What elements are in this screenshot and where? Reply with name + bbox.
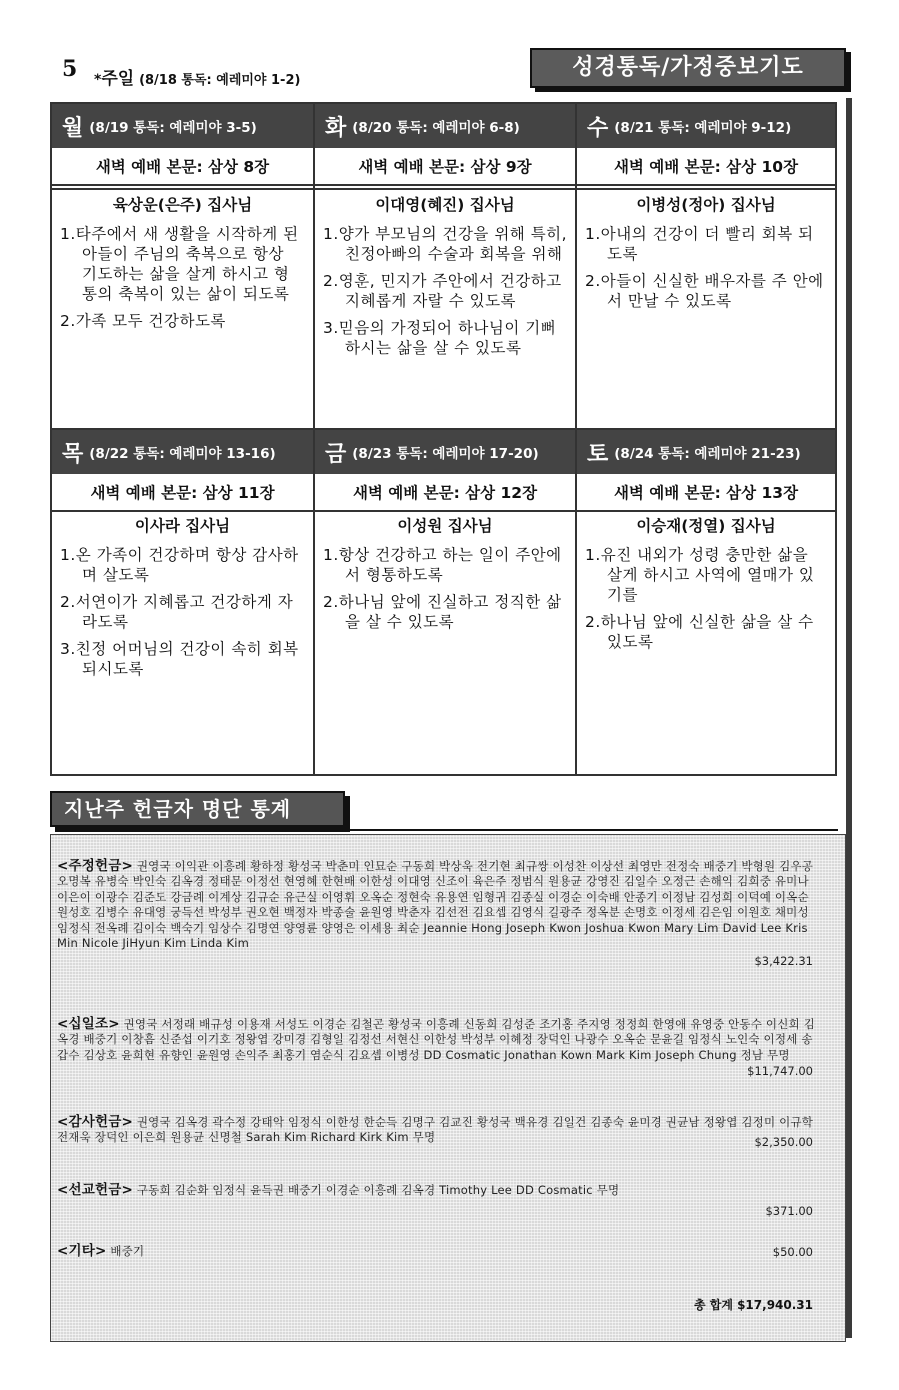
column-divider [575,104,577,774]
day-reading: (8/19 통독: 예레미야 3-5) [89,120,257,136]
deacon-name: 이사라 집사님 [134,517,231,535]
offering-amount: $50.00 [772,1245,813,1259]
service-text: 새벽 예배 본문: 삼상 8장 [52,148,313,186]
offering-label: <선교헌금> [57,1182,133,1198]
offering-amount: $2,350.00 [754,1135,813,1149]
sunday-marker: * [94,72,102,88]
sunday-reading [94,64,300,89]
prayer-item: 1.아내의 건강이 더 빨리 회복 되도록 [585,225,814,263]
prayer-item: 2.가족 모두 건강하도록 [60,312,226,330]
prayer-item: 1.온 가족이 건강하며 항상 감사하며 살도록 [60,546,299,584]
day-name: 화 [325,115,347,141]
prayer-list [585,545,827,659]
prayer-list [585,224,827,318]
day-header-thu [52,430,313,474]
column-divider [313,104,315,774]
prayer-item: 3.믿음의 가정되어 하나님이 기뻐하시는 삶을 살 수 있도록 [323,319,557,357]
deacon-name: 이병성(정아) 집사님 [636,196,776,214]
day-name: 금 [325,441,347,467]
prayer-item: 2.영훈, 민지가 주안에서 건강하고 지혜롭게 자랄 수 있도록 [323,272,562,310]
offering-box [50,834,846,1342]
prayer-item: 3.친정 어머님의 건강이 속히 회복되시도록 [60,640,299,678]
right-border-bar [846,98,852,1338]
service-text: 새벽 예배 본문: 삼상 12장 [315,474,575,512]
prayer-item: 1.항상 건강하고 하는 일이 주안에서 형통하도록 [323,546,562,584]
deacon-name: 이대영(혜진) 집사님 [375,196,515,214]
offering-names: 구동희 김순화 임정식 윤득권 배중기 이경순 이흥례 김옥경 Timothy Lee DD Cosmatic 무명 [136,1183,620,1197]
prayer-item: 2.하나님 앞에 신실한 삶을 살 수 있도록 [585,613,814,651]
day-reading: (8/22 통독: 예레미야 13-16) [89,446,276,462]
prayer-item: 2.아들이 신실한 배우자를 주 안에서 만날 수 있도록 [585,272,824,310]
service-text: 새벽 예배 본문: 삼상 13장 [577,474,835,512]
offering-entry-weekly [57,859,817,951]
prayer-item: 1.유진 내외가 성령 충만한 삶을 살게 하시고 사역에 열매가 있기를 [585,546,815,604]
prayer-item: 2.서연이가 지혜롭고 건강하게 자라도록 [60,593,294,631]
offering-names: 권영국 김옥경 곽수정 강태악 임정식 이한성 한순득 김명구 김교진 황성국 백유경 김일건 김종숙 윤미경 권균남 정왕엽 김정미 이규학 전재욱 장덕인 이은희 원용균 신명철 Sarah Kim Richard Kirk Kim 무명 [57,1115,814,1145]
offering-title-rule [345,829,838,831]
deacon-name: 이승재(정열) 집사님 [636,517,776,535]
service-divider [52,188,835,190]
offering-amount: $11,747.00 [747,1064,813,1078]
offering-section-title: 지난주 헌금자 명단 통계 [50,791,345,827]
day-name: 월 [62,115,84,141]
day-name: 수 [587,115,609,141]
day-reading: (8/24 통독: 예레미야 21-23) [614,446,801,462]
offering-names: 권영국 서정래 배규성 이용재 서성도 이경순 김철곤 황성국 이흥례 신동희 김성준 조기홍 주지영 정정희 한영애 유영중 안동수 이신희 김옥경 배중기 이창흠 신준섭 이기호 정왕엽 강미경 김형일 김정선 서현신 이한성 박성부 이혜정 장덕인 나광수 오옥순 문윤길 임정식 노인숙 이정세 송갑수 김상호 윤희현 유향인 윤원영 손익주 최홍기 염순식 김요셉 이병성 DD Cosmatic Jonathan Kown Mark Kim Joseph Chung 정남 무명 [57,1017,815,1062]
offering-names: 배중기 [110,1244,145,1258]
prayer-list [60,224,300,338]
offering-label: <감사헌금> [57,1114,133,1130]
prayer-grid [50,102,837,776]
day-name: 토 [587,441,609,467]
prayer-list [323,545,569,639]
offering-label: <주정헌금> [57,858,133,874]
offering-entry-mission [57,1183,737,1198]
offering-entry-tithe [57,1017,817,1063]
sunday-label: 주일 [101,69,135,89]
day-header-mon [52,104,313,148]
day-header-sat [577,430,835,474]
prayer-item: 1.타주에서 새 생활을 시작하게 된 아들이 주님의 축복으로 항상 기도하는 삶을 살게 하시고 형통의 축복이 있는 삶이 되도록 [60,225,299,303]
prayer-list [323,224,569,365]
day-header-tue [315,104,575,148]
day-reading: (8/20 통독: 예레미야 6-8) [352,120,520,136]
service-text: 새벽 예배 본문: 삼상 10장 [577,148,835,186]
offering-total: 총 합계 $17,940.31 [693,1298,813,1312]
offering-label: <기타> [57,1243,107,1259]
sunday-reading-text: (8/18 통독: 예레미야 1-2) [139,73,301,88]
offering-amount: $3,422.31 [754,954,813,968]
service-text: 새벽 예배 본문: 삼상 11장 [52,474,313,512]
day-header-wed [577,104,835,148]
service-text: 새벽 예배 본문: 삼상 9장 [315,148,575,186]
page-number: 5 [62,56,78,82]
day-header-fri [315,430,575,474]
prayer-item: 1.양가 부모님의 건강을 위해 특히, 친정아빠의 수술과 회복을 위해 [323,225,568,263]
offering-names: 권영국 이익관 이흥례 황하정 황성국 박춘미 인묘순 구동희 박상욱 전기현 최규쌍 이성찬 이상선 최영만 전정숙 배중기 박형원 김우공 오명복 유병숙 박인숙 김옥경 정태문 이정선 현영혜 한현배 이한성 이대영 신조이 육은주 정범식 원용균 강영진 김일수 오정근 손해익 김희중 유미나 이은이 이광수 김준도 강금례 이계상 김규순 유근실 이영휘 오옥순 정현숙 유용연 임형귀 김종실 이경순 이숙배 안종기 이정남 김성희 이덕예 이옥순 원성호 김병수 유대영 궁득선 박성부 권오현 백정자 박종술 윤원영 박춘자 김선전 김요셉 김영식 길광주 정옥분 손명호 이정세 김은임 이원호 채미성 임정식 전옥례 김이숙 백숙기 임상수 김명연 양영륜 양영은 이세용 최순 Jeannie Hong Joseph Kwon Joshua Kwon Mary Lim David Lee Kris Min Nicole JiHyun Kim Linda Kim [57,859,814,951]
offering-amount: $371.00 [765,1204,813,1218]
section-tab: 성경통독/가정중보기도 [530,48,846,88]
deacon-name: 이성원 집사님 [397,517,493,535]
prayer-item: 2.하나님 앞에 진실하고 정직한 삶을 살 수 있도록 [323,593,562,631]
day-reading: (8/21 통독: 예레미야 9-12) [614,120,792,136]
prayer-list [60,545,300,686]
day-reading: (8/23 통독: 예레미야 17-20) [352,446,539,462]
offering-label: <십일조> [57,1016,120,1032]
deacon-name: 육상운(은주) 집사님 [112,196,253,214]
day-name: 목 [62,441,84,467]
